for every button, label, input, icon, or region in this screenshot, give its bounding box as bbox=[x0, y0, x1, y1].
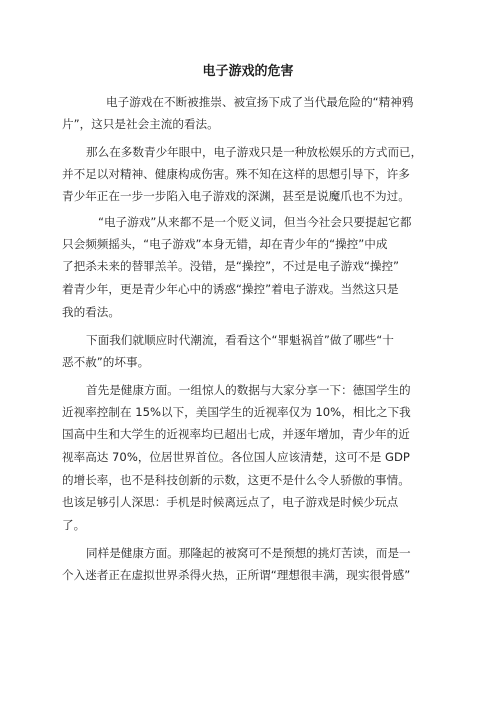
paragraph-line: 视率高达 70%，位居世界首位。各位国人应该清楚，这可不是 GDP bbox=[62, 450, 410, 464]
paragraph-line: 电子游戏在不断被推崇、被宣扬下成了当代最危险的“精神鸦 bbox=[106, 95, 414, 109]
paragraph-line: 恶不赦”的坏事。 bbox=[62, 355, 150, 369]
paragraph-line: 首先是健康方面。一组惊人的数据与大家分享一下：德国学生的 bbox=[86, 383, 411, 397]
paragraph-line: 青少年正在一步一步陷入电子游戏的深渊，甚至是说魔爪也不为过。 bbox=[62, 189, 410, 203]
paragraph-line: 近视率控制在 15%以下，美国学生的近视率仅为 10%，相比之下我 bbox=[62, 405, 411, 419]
paragraph-line: 了把杀未来的替罪羔羊。没错，是“操控”，不过是电子游戏“操控” bbox=[62, 259, 400, 273]
paragraph-line: 个入迷者正在虚拟世界杀得火热，正所谓“理想很丰满，现实很骨感” bbox=[62, 568, 411, 582]
paragraph-line: 下面我们就顺应时代潮流，看看这个“罪魁祸首”做了哪些“十 bbox=[86, 333, 394, 347]
paragraph-line: 了。 bbox=[62, 518, 86, 532]
paragraph-line: 并不足以对精神、健康构成伤害。殊不知在这样的思想引导下，许多 bbox=[62, 167, 410, 181]
paragraph-line: 的增长率，也不是科技创新的示数，这更不是什么令人骄傲的事情。 bbox=[62, 473, 410, 487]
paragraph-line: 片”，这只是社会主流的看法。 bbox=[62, 117, 219, 131]
paragraph-line: 着青少年，更是青少年心中的诱惑“操控”着电子游戏。当然这只是 bbox=[62, 282, 399, 296]
paragraph-line: 我的看法。 bbox=[62, 305, 120, 319]
paragraph-line: 也该足够引人深思：手机是时候离远点了，电子游戏是时候少玩点 bbox=[62, 495, 399, 509]
paragraph-line: 国高中生和大学生的近视率均已超出七成，并逐年增加，青少年的近 bbox=[62, 427, 410, 441]
document-title: 电子游戏的危害 bbox=[202, 64, 294, 79]
paragraph-line: 那么在多数青少年眼中，电子游戏只是一种放松娱乐的方式而已， bbox=[86, 145, 423, 159]
paragraph-line: “电子游戏”从来都不是一个贬义词，但当今社会只要提起它都 bbox=[98, 215, 412, 229]
paragraph-line: 只会频频摇头，“电子游戏”本身无错，却在青少年的“操控”中成 bbox=[62, 237, 388, 251]
paragraph-line: 同样是健康方面。那隆起的被窝可不是预想的挑灯苦读，而是一 bbox=[86, 546, 411, 560]
